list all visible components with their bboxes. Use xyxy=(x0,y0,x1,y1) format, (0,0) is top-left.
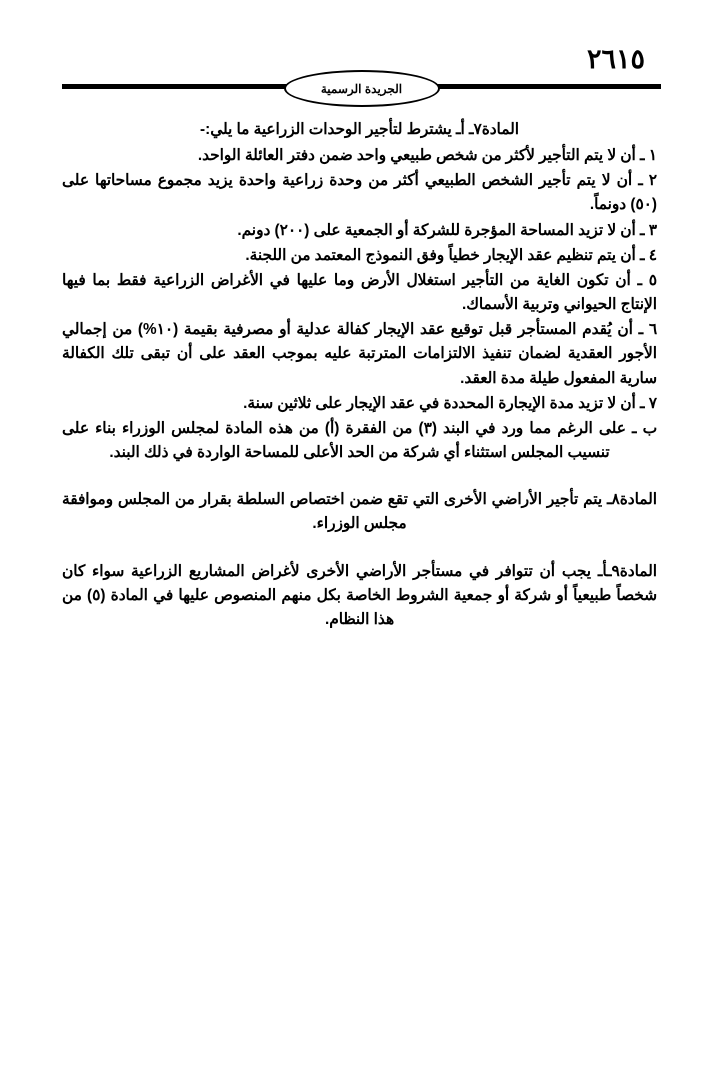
document-body xyxy=(0,118,723,632)
official-gazette-stamp xyxy=(284,70,440,107)
list-item xyxy=(62,392,657,416)
list-item-text: أن يُقدم المستأجر قبل توقيع عقد الإيجار كفالة عدلية أو مصرفية بقيمة (١٠%) من إجمالي الأجور العقدية لضمان تنفيذ الالتزامات المترتبة عليه بموجب العقد على أن تبقى تلك الكفالة سارية المفعول طيلة مدة العقد. xyxy=(62,321,657,387)
article7-paragraph-b: ب ـ على الرغم مما ورد في البند (٣) من الفقرة (أ) من هذه المادة لمجلس الوزراء بناء على تنسيب المجلس استثناء أي شركة من الحد الأعلى للمساحة الواردة في ذلك البند. xyxy=(62,419,658,462)
list-item-marker: ١ ـ xyxy=(640,147,657,165)
list-item-marker: ٢ ـ xyxy=(638,172,657,190)
list-item-text: أن يتم تنظيم عقد الإيجار خطياً وفق النموذج المعتمد من اللجنة. xyxy=(245,246,636,264)
list-item-text: أن لا يتم التأجير لأكثر من شخص طبيعي واحد ضمن دفتر العائلة الواحد. xyxy=(197,147,636,165)
list-item-text: أن لا تزيد المساحة المؤجرة للشركة أو الجمعية على (٢٠٠) دونم. xyxy=(237,221,636,239)
list-item xyxy=(62,144,657,168)
stamp-label: الجريدة الرسمية xyxy=(320,81,403,96)
list-item-marker: ٣ ـ xyxy=(640,221,657,239)
list-item xyxy=(62,244,657,268)
article8-paragraph: المادة٨ـ يتم تأجير الأراضي الأخرى التي تقع ضمن اختصاص السلطة بقرار من المجلس وموافقة مجلس الوزراء. xyxy=(62,491,657,533)
page-number: ٢٦١٥ xyxy=(586,44,645,74)
list-item-text: أن لا يتم تأجير الشخص الطبيعي أكثر من وحدة زراعية واحدة يزيد مجموع مساحاتها على (٥٠) دونماً. xyxy=(62,172,657,214)
list-item-text: أن تكون الغاية من التأجير استغلال الأرض وما عليها في الأغراض الزراعية فقط بما فيها الإنتاج الحيواني وتربية الأسماك. xyxy=(62,271,657,314)
article7-lead: المادة٧ـ أـ يشترط لتأجير الوحدات الزراعية ما يلي:- xyxy=(200,121,519,138)
list-item-marker: ٤ ـ xyxy=(640,246,657,264)
article7-list xyxy=(62,144,657,416)
list-item xyxy=(62,219,657,243)
page-header xyxy=(0,46,723,118)
article9-paragraph: المادة٩ـأـ يجب أن تتوافر في مستأجر الأراضي الأخرى لأغراض المشاريع الزراعية سواء كان شخصاً طبيعياً أو شركة أو جمعية الشروط الخاصة بكل منهم المنصوص عليها في المادة (٥) من هذا النظام. xyxy=(62,562,658,628)
list-item-marker: ٧ ـ xyxy=(640,394,657,412)
list-item xyxy=(62,169,657,217)
list-item xyxy=(62,318,657,390)
list-item xyxy=(62,269,657,317)
document-page xyxy=(0,46,723,1070)
section-spacer xyxy=(62,466,657,488)
list-item-marker: ٦ ـ xyxy=(638,321,658,339)
list-item-marker: ٥ ـ xyxy=(637,271,657,289)
list-item-text: أن لا تزيد مدة الإيجارة المحددة في عقد الإيجار على ثلاثين سنة. xyxy=(243,394,636,412)
section-spacer xyxy=(62,538,657,560)
